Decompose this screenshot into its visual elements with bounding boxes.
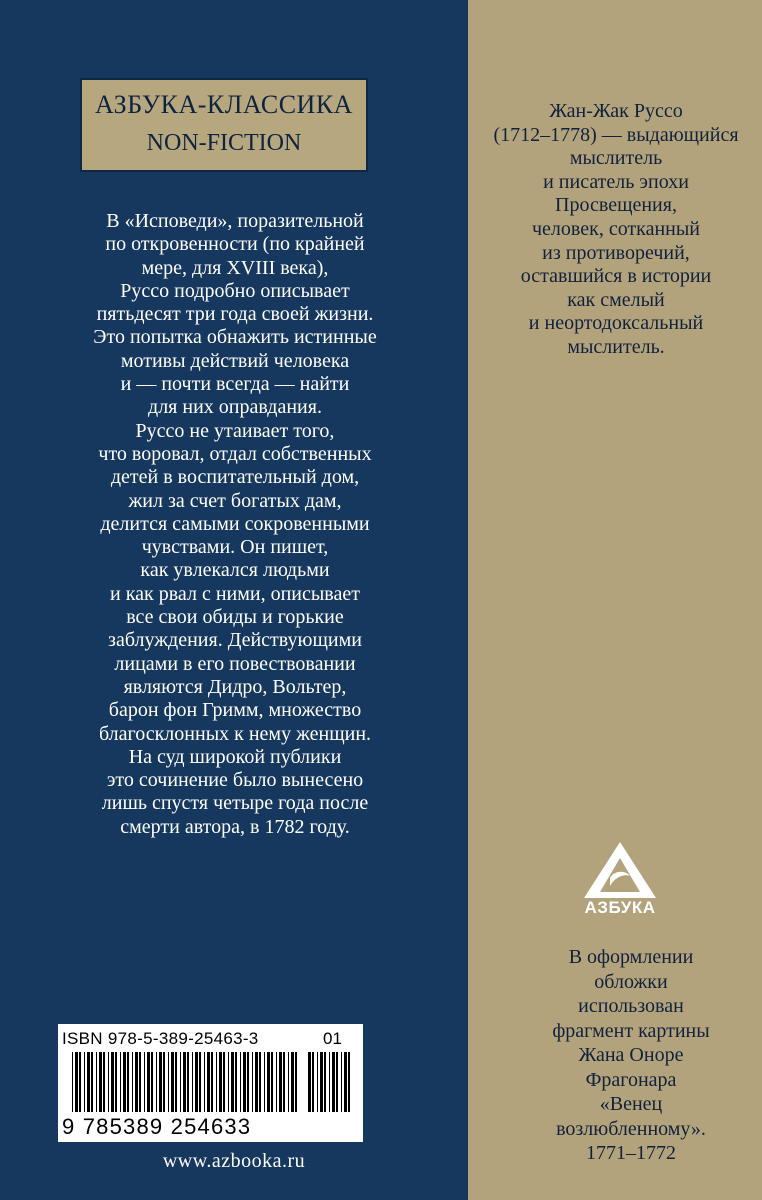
description-line: и как рвал с ними, описывает — [110, 582, 360, 605]
description-line: все свои обиды и горькие — [126, 606, 344, 629]
barcode-bar — [291, 1052, 294, 1112]
barcode-bar — [332, 1052, 335, 1112]
author-bio-line: и неортодоксальный — [528, 312, 704, 335]
credit-line: Фрагонара — [585, 1068, 677, 1091]
barcode-bar — [264, 1052, 265, 1112]
barcode-bar — [168, 1052, 169, 1112]
barcode-bar — [247, 1052, 249, 1112]
description-line: это сочинение было вынесено — [106, 769, 364, 792]
barcode-bar — [132, 1052, 133, 1112]
publisher-logo — [580, 840, 660, 925]
description-line: детей в воспитательный дом, — [110, 466, 360, 489]
barcode-bar — [79, 1052, 81, 1112]
barcode-bar — [240, 1052, 241, 1112]
barcode-bar — [195, 1052, 198, 1112]
series-subname: NON-FICTION — [146, 130, 302, 156]
author-bio-line: человек, сотканный — [531, 217, 701, 240]
author-bio-line: и писатель эпохи — [543, 170, 689, 193]
author-bio-line: мыслитель — [569, 147, 663, 170]
barcode-bar — [147, 1052, 150, 1112]
barcode-bar — [171, 1052, 174, 1112]
barcode-bar — [103, 1052, 105, 1112]
barcode-bar — [219, 1052, 222, 1112]
barcode-bar — [96, 1052, 97, 1112]
barcode-addon: 01 — [323, 1029, 342, 1048]
author-bio-line: из противоречий, — [542, 241, 690, 264]
isbn-label: ISBN 978-5-389-25463-3 — [62, 1029, 259, 1048]
barcode-bar — [159, 1052, 162, 1112]
barcode-bar — [312, 1052, 314, 1112]
barcode-bar — [115, 1052, 117, 1112]
description-line: смерти автора, в 1782 году. — [120, 815, 350, 838]
author-bio-line: Жан-Жак Руссо — [549, 100, 683, 122]
barcode-bar — [211, 1052, 213, 1112]
description-line: что воровал, отдал собственных — [98, 442, 372, 465]
barcode-bar — [283, 1052, 285, 1112]
author-bio-line: (1712–1778) — выдающийся — [493, 123, 739, 146]
barcode-bar — [308, 1052, 311, 1112]
barcode-bar — [288, 1052, 289, 1112]
barcode-bar — [336, 1052, 338, 1112]
barcode-bar — [163, 1052, 165, 1112]
barcode-bar — [139, 1052, 141, 1112]
barcode-bar — [91, 1052, 93, 1112]
barcode-bar — [324, 1052, 326, 1112]
barcode-bar — [329, 1052, 330, 1112]
barcode-bar — [84, 1052, 85, 1112]
book-description — [40, 210, 430, 839]
barcode-bar — [120, 1052, 121, 1112]
description-line: лишь спустя четыре года после — [101, 792, 369, 815]
barcode-bar — [255, 1052, 258, 1112]
barcode-bar — [228, 1052, 229, 1112]
description-line: мере, для XVIII века), — [141, 256, 329, 279]
barcode-bar — [144, 1052, 145, 1112]
description-line: пятьдесят три года своей жизни. — [96, 303, 374, 326]
barcode-addon-bars — [308, 1052, 358, 1112]
barcode-bars — [72, 1052, 302, 1112]
description-line: жил за счет богатых дам, — [128, 489, 342, 512]
credit-line: возлюбленному». — [556, 1117, 706, 1140]
barcode-bar — [111, 1052, 114, 1112]
barcode-bar — [192, 1052, 193, 1112]
description-line: лицами в его повествовании — [114, 652, 356, 675]
barcode-bar — [271, 1052, 273, 1112]
description-line: делится самыми сокровенными — [100, 512, 370, 535]
barcode-bar — [180, 1052, 181, 1112]
barcode-bar — [348, 1052, 350, 1112]
barcode-bar — [276, 1052, 277, 1112]
barcode-bar — [235, 1052, 237, 1112]
description-line: На суд широкой публики — [128, 745, 342, 768]
description-line: благосклонных к нему женщин. — [98, 722, 372, 745]
credit-line: В оформлении — [568, 946, 694, 968]
barcode-bar — [243, 1052, 246, 1112]
barcode-bar — [320, 1052, 323, 1112]
description-line: как увлекался людьми — [140, 559, 330, 582]
barcode-bar — [156, 1052, 157, 1112]
description-line: являются Дидро, Вольтер, — [123, 675, 347, 698]
credit-line: использован — [578, 995, 684, 1017]
barcode-digits: 9 785389 254633 — [62, 1114, 252, 1139]
author-bio — [484, 100, 748, 360]
series-name: АЗБУКА-КЛАССИКА — [95, 90, 353, 119]
barcode-bar — [252, 1052, 253, 1112]
barcode-bar — [341, 1052, 342, 1112]
barcode-bar — [135, 1052, 138, 1112]
description-line: мотивы действий человека — [120, 349, 350, 372]
barcode-bar — [187, 1052, 189, 1112]
description-line: барон фон Гримм, множество — [108, 699, 362, 722]
barcode-bar — [127, 1052, 129, 1112]
barcode-bar — [267, 1052, 270, 1112]
barcode-bar — [259, 1052, 261, 1112]
barcode-bar — [223, 1052, 225, 1112]
barcode-bar — [99, 1052, 102, 1112]
barcode-bar — [344, 1052, 347, 1112]
barcode-bar — [317, 1052, 318, 1112]
author-bio-line: как смелый — [567, 288, 665, 311]
description-line: Это попытка обнажить истинные — [93, 326, 377, 349]
barcode-bar — [183, 1052, 186, 1112]
credit-line: Жана Оноре — [578, 1044, 684, 1066]
barcode-bar — [108, 1052, 109, 1112]
barcode-bar — [123, 1052, 126, 1112]
description-line: по откровенности (по крайней — [105, 233, 365, 256]
barcode-bar — [231, 1052, 234, 1112]
description-line: заблуждения. Действующими — [108, 629, 362, 652]
description-line: для них оправдания. — [148, 396, 322, 419]
barcode-bar — [216, 1052, 217, 1112]
author-bio-line: мыслитель. — [567, 335, 665, 358]
credit-line: 1771–1772 — [586, 1142, 676, 1164]
description-line: и — почти всегда — найти — [120, 373, 350, 396]
description-line: Руссо не утаивает того, — [135, 419, 335, 442]
description-line: чувствами. Он пишет, — [141, 536, 329, 559]
description-line: В «Исповеди», поразительной — [106, 210, 364, 232]
publisher-website: www.azbooka.ru — [162, 1150, 306, 1172]
isbn-barcode — [58, 1024, 363, 1142]
credit-line: обложки — [594, 970, 668, 993]
barcode-bar — [151, 1052, 153, 1112]
barcode-bar — [207, 1052, 210, 1112]
barcode-bar — [72, 1052, 73, 1112]
logo-caption: АЗБУКА — [584, 898, 656, 917]
description-line: Руссо подробно описывает — [120, 279, 350, 302]
author-bio-line: Просвещения, — [555, 194, 677, 217]
barcode-bar — [87, 1052, 90, 1112]
barcode-bar — [279, 1052, 282, 1112]
credit-line: фрагмент картины — [552, 1019, 710, 1042]
barcode-bar — [175, 1052, 177, 1112]
series-label-box — [80, 78, 368, 172]
barcode-bar — [199, 1052, 201, 1112]
barcode-bar — [75, 1052, 78, 1112]
barcode-bar — [204, 1052, 205, 1112]
cover-credits — [520, 945, 742, 1166]
barcode-bar — [295, 1052, 297, 1112]
credit-line: «Венец — [599, 1093, 663, 1115]
author-bio-line: оставшийся в истории — [520, 265, 712, 288]
azbuka-a-logo-icon — [580, 840, 660, 900]
